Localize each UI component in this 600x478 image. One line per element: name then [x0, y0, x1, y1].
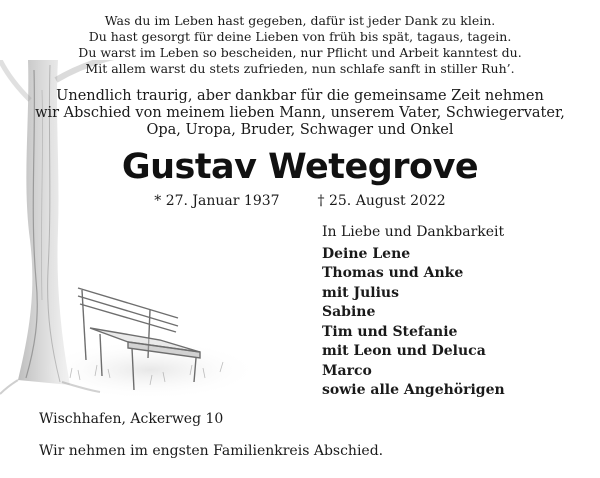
mourner-name: Marco	[322, 362, 372, 379]
mourner-name: Deine Lene	[322, 245, 411, 262]
farewell-note: Wir nehmen im engsten Familienkreis Abschied.	[39, 443, 384, 459]
death-date: † 25. August 2022	[317, 193, 446, 209]
poem	[0, 13, 600, 77]
poem-line: Du hast gesorgt für deine Lieben von früh bis spät, tagaus, tagein.	[88, 29, 512, 44]
mourner-name: sowie alle Angehörigen	[322, 382, 505, 398]
mourner-name: Sabine	[322, 304, 376, 320]
intro-line: Opa, Uropa, Bruder, Schwager und Onkel	[146, 122, 454, 138]
mourner-name: mit Julius	[322, 284, 399, 301]
mourner-name: mit Leon und Deluca	[322, 343, 486, 359]
intro-text	[0, 88, 600, 139]
poem-line: Was du im Leben hast gegeben, dafür ist jeder Dank zu klein.	[104, 13, 496, 28]
mourner-name: Tim und Stefanie	[322, 323, 458, 340]
deceased-name: Gustav Wetegrove	[121, 147, 479, 187]
birth-date: * 27. Januar 1937	[154, 193, 280, 209]
poem-line: Mit allem warst du stets zufrieden, nun schlafe sanft in stiller Ruh’.	[85, 61, 515, 76]
address: Wischhafen, Ackerweg 10	[39, 411, 224, 427]
mourners-lead: In Liebe und Dankbarkeit	[322, 224, 505, 240]
mourner-name: Thomas und Anke	[322, 265, 464, 281]
intro-line: Unendlich traurig, aber dankbar für die gemeinsame Zeit nehmen	[56, 88, 544, 104]
mourners-list	[322, 223, 592, 401]
poem-line: Du warst im Leben so bescheiden, nur Pflicht und Arbeit kanntest du.	[78, 45, 522, 60]
life-dates	[0, 192, 600, 210]
intro-line: wir Abschied von meinem lieben Mann, unserem Vater, Schwiegervater,	[35, 105, 565, 121]
